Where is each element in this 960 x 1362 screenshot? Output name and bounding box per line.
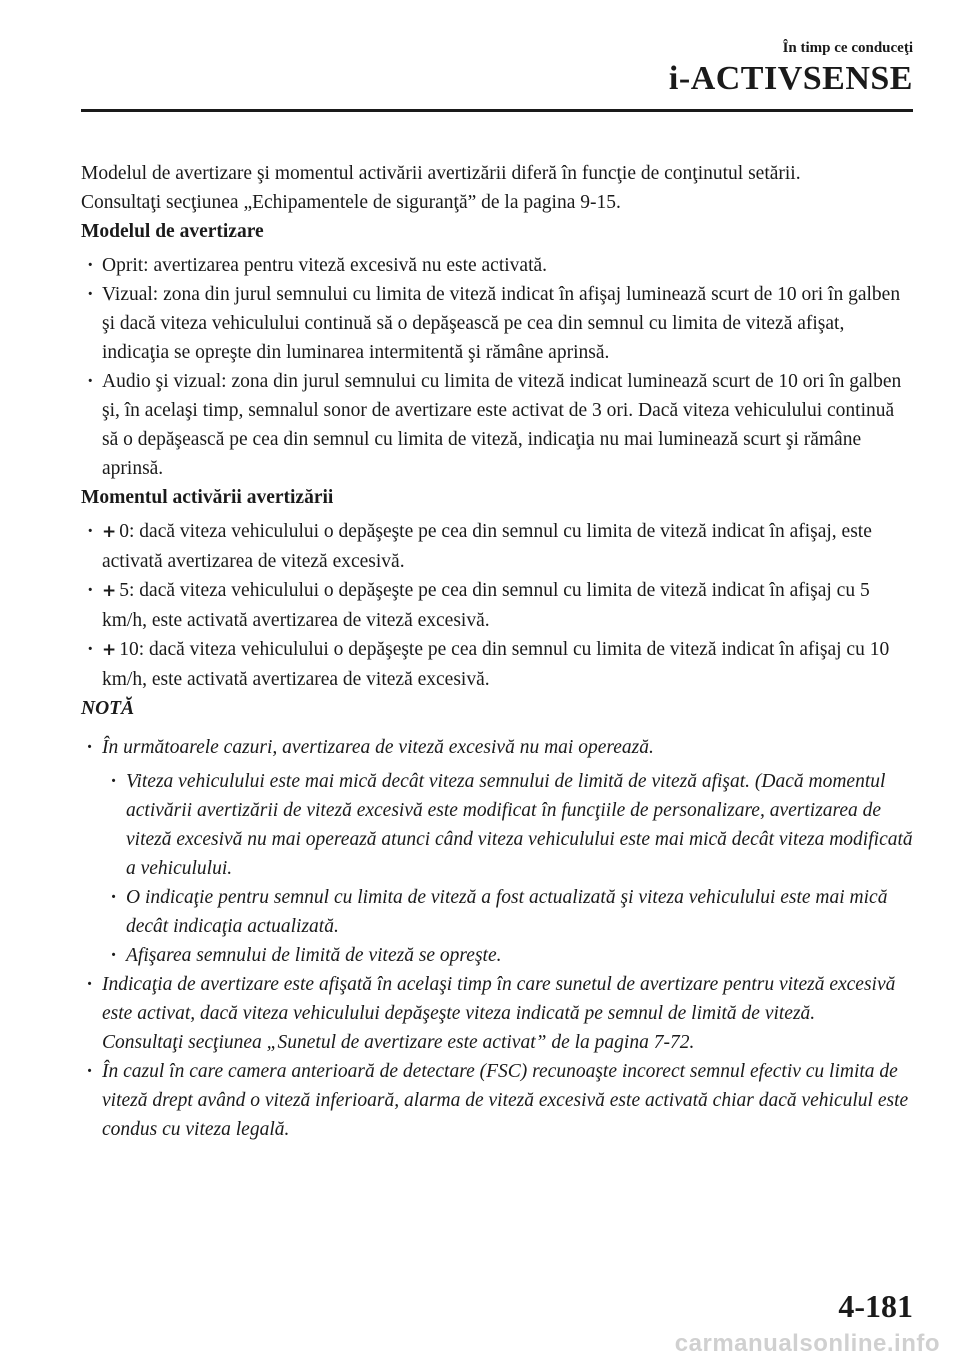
list-item: · Afişarea semnului de limită de viteză se opreşte. <box>105 941 913 970</box>
warning-pattern-list <box>81 251 913 483</box>
list-item: · În cazul în care camera anterioară de detectare (FSC) recunoaşte incorect semnul efectiv cu limita de viteză drept având o viteză inferioară, alarma de viteză excesivă este activată chiar dacă vehiculul este condus cu viteza legală. <box>81 1057 913 1144</box>
list-item-text: 10: dacă viteza vehiculului o depăşeşte pe cea din semnul cu limita de viteză indicat în afişaj cu 10 km/h, este activată avertizarea de viteză excesivă. <box>102 639 890 690</box>
list-item <box>81 517 913 576</box>
list-item: · O indicaţie pentru semnul cu limita de viteză a fost actualizată şi viteza vehiculului este mai mică decât indicaţia actualizată. <box>105 883 913 941</box>
page-content <box>81 159 913 1144</box>
note-title: NOTĂ <box>81 698 135 719</box>
list-item-text: 0: dacă viteza vehiculului o depăşeşte pe cea din semnul cu limita de viteză indicat în afişaj, este activată avertizarea de viteză excesivă. <box>102 521 872 572</box>
list-item: · Audio şi vizual: zona din jurul semnului cu limita de viteză indicat luminează scurt de 10 ori în galben şi, în acelaşi timp, semnalul sonor de avertizare este activat de 3 ori. Dacă viteza vehiculului continuă să o depăşească pe cea din semnul cu limita de viteză, indicaţia nu mai luminează scurt şi rămâne aprinsă. <box>81 367 913 483</box>
note-sublist <box>105 767 913 970</box>
note-block <box>81 733 913 1144</box>
note-list <box>81 733 913 762</box>
plus-icon: + <box>102 581 117 601</box>
list-item <box>81 970 913 1057</box>
section-heading-warning-pattern: Modelul de avertizare <box>81 221 264 242</box>
list-item: · Vizual: zona din jurul semnului cu limita de viteză indicat în afişaj luminează scurt de 10 ori în galben şi dacă viteza vehiculului continuă să o depăşească pe cea din semnul cu limita de viteză afişat, indicaţia se opreşte din luminarea intermitentă şi rămâne aprinsă. <box>81 280 913 367</box>
list-item-text: Indicaţia de avertizare este afişată în acelaşi timp în care sunetul de avertizare pentru viteză excesivă este activat, dacă viteza vehiculului depăşeşte viteza indicată pe semnul de limită de viteză. <box>102 974 896 1024</box>
list-item: · Oprit: avertizarea pentru viteză excesivă nu este activată. <box>81 251 913 280</box>
watermark: carmanualsonline.info <box>674 1330 940 1357</box>
warning-timing-list <box>81 517 913 694</box>
page-number: 4-181 <box>838 1288 913 1324</box>
chapter-subtitle: În timp ce conduceţi <box>782 40 913 56</box>
intro-reference: Consultaţi secţiunea „Echipamentele de siguranţă” de la pagina 9-15. <box>81 192 621 213</box>
header-divider <box>81 109 913 112</box>
list-item-text: În următoarele cazuri, avertizarea de viteză excesivă nu mai operează. <box>102 737 654 758</box>
note-list-continued <box>81 970 913 1144</box>
list-item-text: 5: dacă viteza vehiculului o depăşeşte pe cea din semnul cu limita de viteză indicat în afişaj cu 5 km/h, este activată avertizarea de viteză excesivă. <box>102 580 870 631</box>
list-item <box>81 576 913 635</box>
list-item <box>81 635 913 694</box>
list-item <box>81 733 913 762</box>
section-heading-warning-timing: Momentul activării avertizării <box>81 487 334 508</box>
chapter-title: i-ACTIVSENSE <box>668 60 913 97</box>
plus-icon: + <box>102 522 117 542</box>
cross-reference: Consultaţi secţiunea „Sunetul de avertizare este activat” de la pagina 7-72. <box>102 1032 695 1053</box>
intro-paragraph: Modelul de avertizare şi momentul activării avertizării diferă în funcţie de conţinutul setării. <box>81 163 801 184</box>
list-item: · Viteza vehiculului este mai mică decât viteza semnului de limită de viteză afişat. (Dacă momentul activării avertizării de viteză excesivă este modificat în funcţiile de personalizare, avertizarea de viteză excesivă nu mai operează atunci când viteza vehiculului este mai mică decât viteza modificată a vehiculului. <box>105 767 913 883</box>
plus-icon: + <box>102 640 117 660</box>
